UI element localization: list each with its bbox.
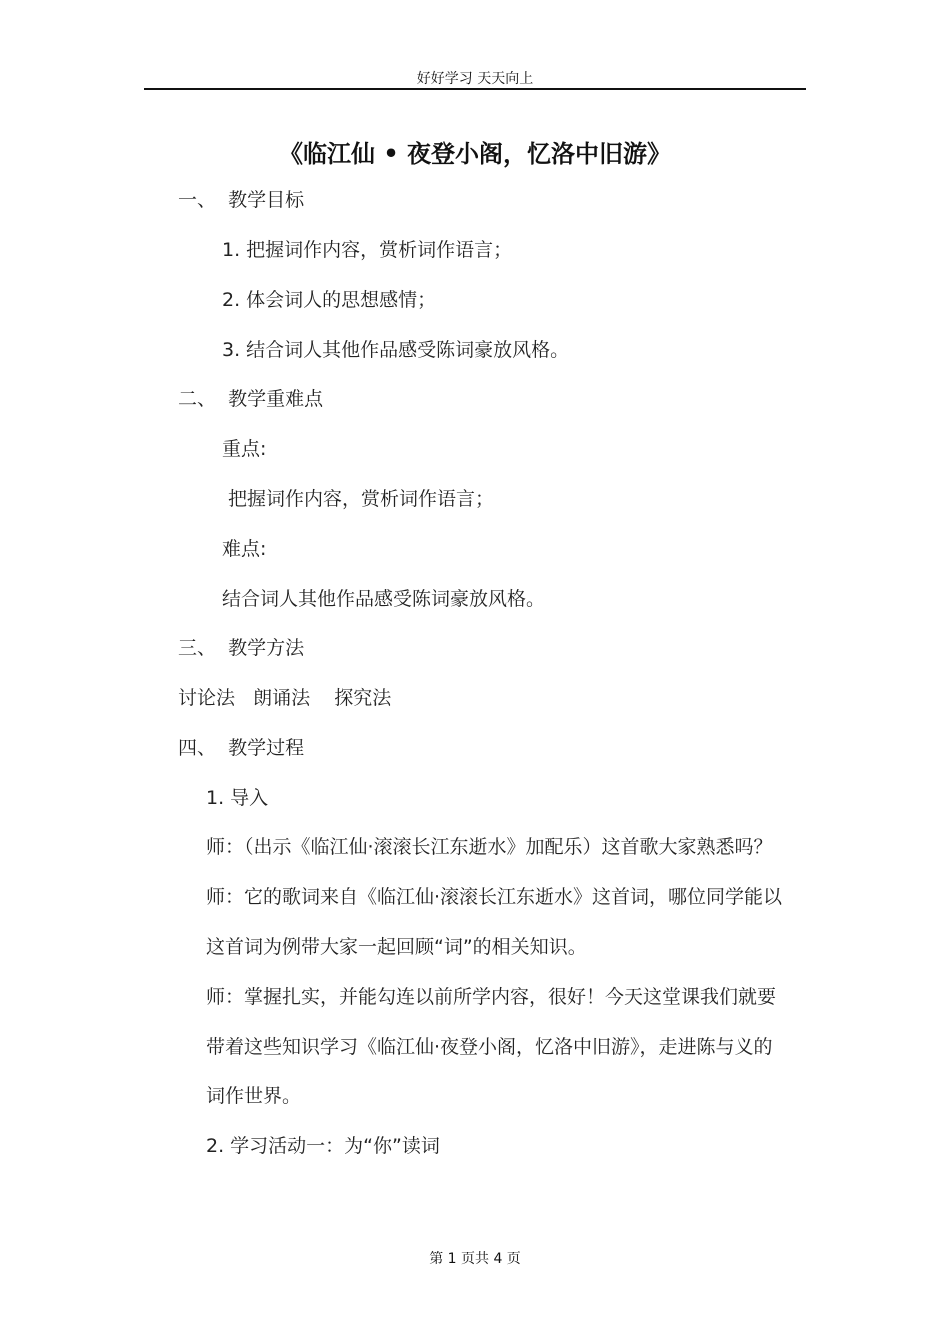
section-heading-process: 四、 教学过程 [178, 737, 305, 759]
section-heading-methods: 三、 教学方法 [178, 637, 305, 659]
page-number-footer: 第 1 页共 4 页 [429, 1251, 521, 1267]
objective-item: 1. 把握词作内容，赏析词作语言； [222, 239, 513, 261]
process-step-title: 1. 导入 [206, 787, 269, 809]
header-rule [144, 88, 806, 90]
process-paragraph-line: 词作世界。 [206, 1085, 302, 1107]
objective-item: 2. 体会词人的思想感情； [222, 289, 437, 311]
section-heading-objectives: 一、 教学目标 [178, 189, 305, 211]
methods-text: 讨论法 朗诵法 探究法 [178, 687, 392, 709]
objective-item: 3. 结合词人其他作品感受陈词豪放风格。 [222, 339, 570, 361]
document-title: 《临江仙 • 夜登小阁，忆洛中旧游》 [278, 139, 672, 168]
process-paragraph-line: 这首词为例带大家一起回顾“词”的相关知识。 [206, 936, 587, 958]
key-point-label: 重点: [222, 438, 267, 460]
process-paragraph-line: 师：（出示《临江仙·滚滚长江东逝水》加配乐）这首歌大家熟悉吗？ [206, 836, 773, 858]
section-heading-key-points: 二、 教学重难点 [178, 388, 324, 410]
difficulty-label: 难点: [222, 538, 267, 560]
process-paragraph-line: 带着这些知识学习《临江仙·夜登小阁，忆洛中旧游》，走进陈与义的 [206, 1036, 773, 1058]
process-paragraph-line: 师：它的歌词来自《临江仙·滚滚长江东逝水》这首词，哪位同学能以 [206, 886, 783, 908]
key-point-text: 把握词作内容，赏析词作语言； [222, 488, 495, 510]
difficulty-text: 结合词人其他作品感受陈词豪放风格。 [222, 588, 546, 610]
page-header-text: 好好学习 天天向上 [416, 71, 534, 87]
process-paragraph-line: 师：掌握扎实，并能勾连以前所学内容，很好！今天这堂课我们就要 [206, 986, 777, 1008]
process-step-title: 2. 学习活动一：为“你”读词 [206, 1135, 440, 1157]
